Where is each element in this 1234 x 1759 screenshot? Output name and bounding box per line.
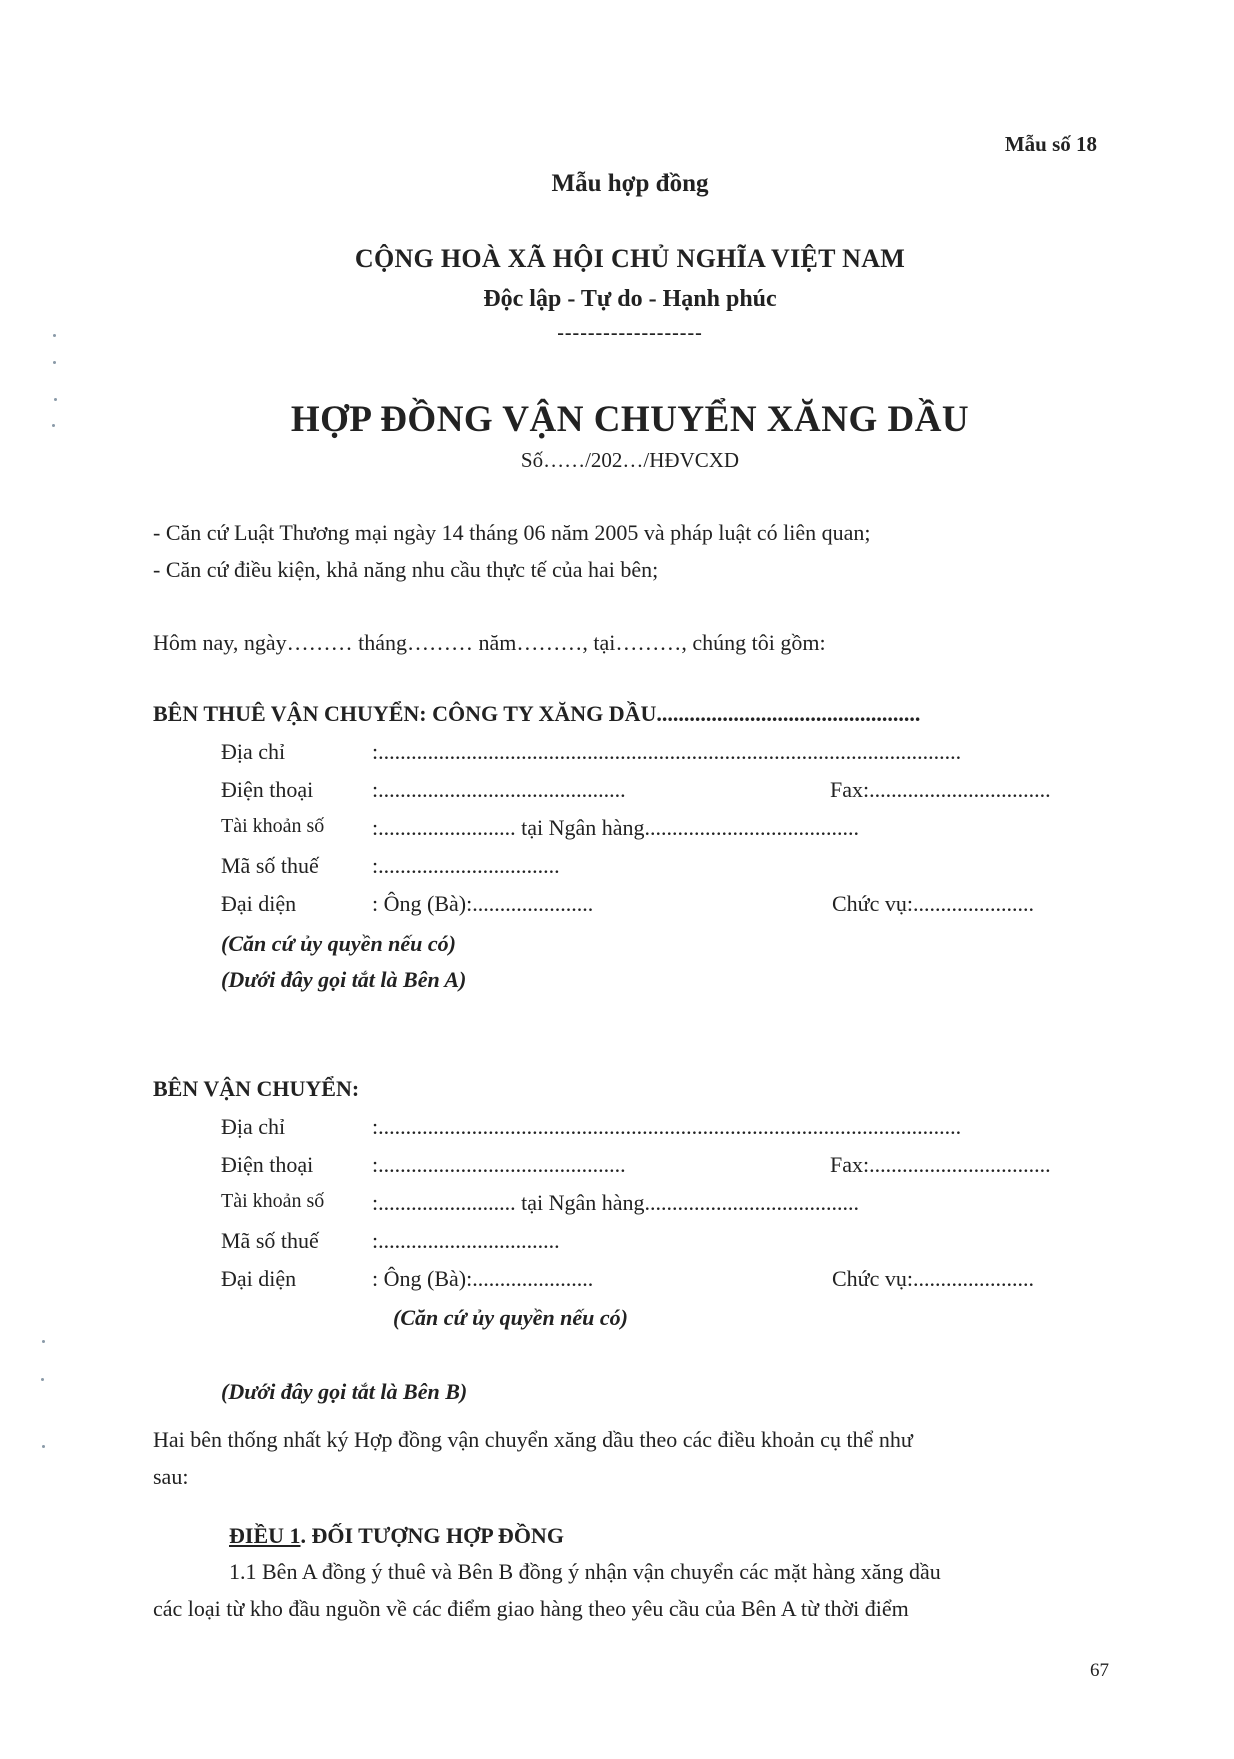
agreement-line-2: sau: [153,1464,189,1489]
party-b-phone-value: :............................................. [372,1152,626,1177]
agreement-line-1: Hai bên thống nhất ký Hợp đồng vận chuyển xăng dầu theo các điều khoản cụ thể như [153,1427,913,1452]
today-line: Hôm nay, ngày……… tháng……… năm………, tại………, chúng tôi gồm: [153,630,826,655]
article-1-number: ĐIỀU 1 [229,1523,301,1548]
party-b-tax-label: Mã số thuế [221,1228,319,1253]
form-title: Mẫu hợp đồng [551,170,709,197]
party-a-authorization-note: (Căn cứ ủy quyền nếu có) [221,931,457,956]
scan-speck [41,1378,44,1381]
party-b-authorization-note: (Căn cứ ủy quyền nếu có) [393,1305,629,1330]
form-number: Mẫu số 18 [1004,132,1097,156]
scan-speck [42,1340,45,1343]
party-b-address-value: :.......................................................................................................... [372,1114,962,1139]
document-number: Số……/202…/HĐVCXD [520,448,740,472]
party-b-heading: BÊN VẬN CHUYỂN: [153,1076,360,1101]
scan-speck [53,361,56,364]
article-1-line-2: các loại từ kho đầu nguồn về các điểm giao hàng theo yêu cầu của Bên A từ thời điểm [153,1596,909,1621]
party-a-tax-label: Mã số thuế [221,853,319,878]
party-a-rep-label: Đại diện [221,891,297,916]
scan-speck [54,398,57,401]
party-b-account-value: :......................... tại Ngân hàng....................................... [372,1190,860,1215]
party-a-tax-value: :................................. [372,853,560,878]
separator-line: ------------------- [557,322,703,344]
party-a-heading: BÊN THUÊ VẬN CHUYỂN: CÔNG TY XĂNG DẦU................................................ [153,701,921,726]
party-a-fax-value: Fax:................................. [830,777,1051,802]
basis-line-1: - Căn cứ Luật Thương mại ngày 14 tháng 06 năm 2005 và pháp luật có liên quan; [153,520,871,545]
party-a-address-label: Địa chỉ [221,739,286,764]
party-b-position-value: Chức vụ:...................... [832,1266,1034,1291]
party-a-account-value: :......................... tại Ngân hàng....................................... [372,815,860,840]
party-b-account-label: Tài khoản số [221,1190,325,1212]
document-title: HỢP ĐỒNG VẬN CHUYỂN XĂNG DẦU [290,399,970,440]
party-a-position-value: Chức vụ:...................... [832,891,1034,916]
scan-speck [42,1445,45,1448]
scan-speck [53,334,56,337]
party-a-alias-note: (Dưới đây gọi tắt là Bên A) [221,967,467,992]
party-a-phone-value: :............................................. [372,777,626,802]
party-b-rep-label: Đại diện [221,1266,297,1291]
party-a-account-label: Tài khoản số [221,815,325,837]
motto: Độc lập - Tự do - Hạnh phúc [483,286,777,312]
party-b-address-label: Địa chỉ [221,1114,286,1139]
party-b-phone-label: Điện thoại [221,1152,314,1177]
party-b-rep-value: : Ông (Bà):...................... [372,1266,594,1291]
nation-heading: CỘNG HOÀ XÃ HỘI CHỦ NGHĨA VIỆT NAM [354,244,906,273]
page-number: 67 [1090,1660,1109,1681]
scan-speck [52,424,55,427]
article-1-line-1: 1.1 Bên A đồng ý thuê và Bên B đồng ý nhận vận chuyển các mặt hàng xăng dầu [229,1559,941,1584]
article-1-heading [229,1523,564,1549]
party-b-fax-value: Fax:................................. [830,1152,1051,1177]
party-a-phone-label: Điện thoại [221,777,314,802]
party-b-alias-note: (Dưới đây gọi tắt là Bên B) [221,1379,468,1404]
party-a-rep-value: : Ông (Bà):...................... [372,891,594,916]
article-1-title: . ĐỐI TƯỢNG HỢP ĐỒNG [300,1523,564,1548]
basis-line-2: - Căn cứ điều kiện, khả năng nhu cầu thực tế của hai bên; [153,557,659,582]
party-a-address-value: :.......................................................................................................... [372,739,962,764]
party-b-tax-value: :................................. [372,1228,560,1253]
